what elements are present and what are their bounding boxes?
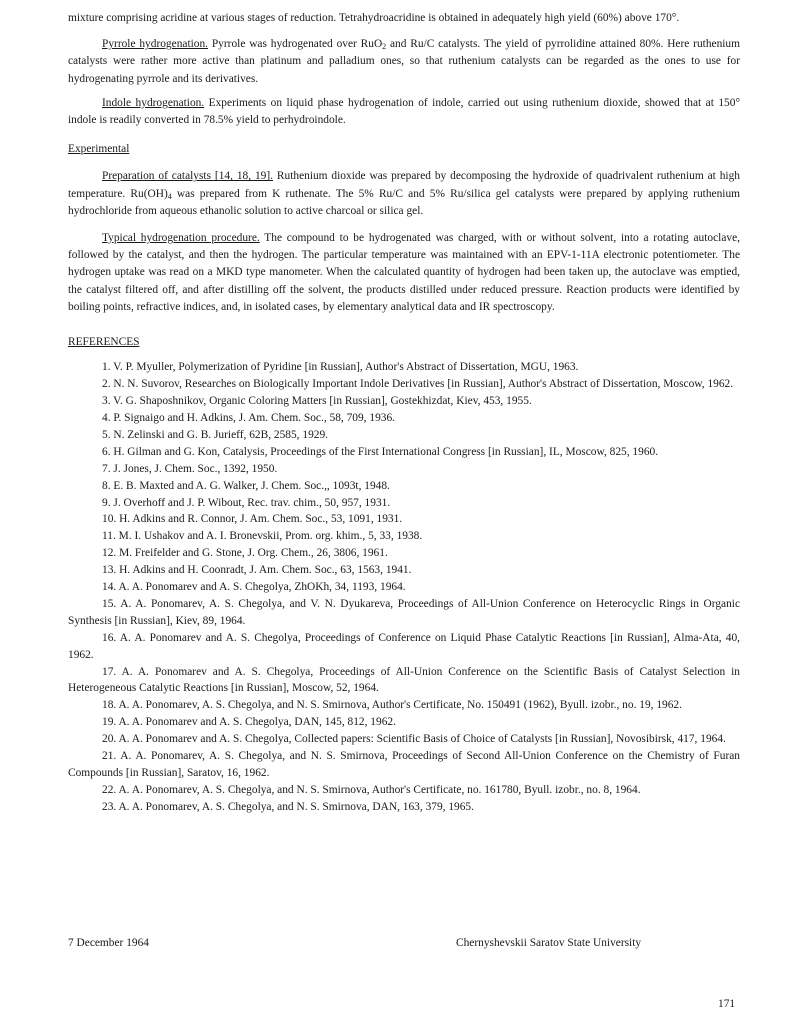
reference-item: 9. J. Overhoff and J. P. Wibout, Rec. trav. chim., 50, 957, 1931. [102,496,391,509]
reference-item: 12. M. Freifelder and G. Stone, J. Org. Chem., 26, 3806, 1961. [102,547,388,560]
catalysts-text-b: was prepared from K ruthenate. The 5% Ru/C and 5% Ru/silica gel catalysts were prepared by applying ruthenium hydrochloride from aqueous ethanolic solution to active charcoal or silica gel. [68,187,741,217]
reference-item: 20. A. A. Ponomarev and A. S. Chegolya, Collected papers: Scientific Basis of Choice of Catalysts [in Russian], Novosibirsk, 417, 1964. [102,733,726,746]
pyrrole-heading: Pyrrole hydrogenation. [102,38,209,51]
page-number: 171 [718,998,736,1010]
reference-item: 7. J. Jones, J. Chem. Soc., 1392, 1950. [102,462,278,475]
reference-item: 2. N. N. Suvorov, Researches on Biologically Important Indole Derivatives [in Russian], Author's Abstract of Dissertation, Moscow, 1962. [102,378,734,391]
indole-heading: Indole hydrogenation. [102,96,205,109]
footer-date: 7 December 1964 [68,937,149,949]
catalysts-text-a: Ruthenium dioxide was prepared by decomposing the hydroxide of quadrivalent ruthenium at high temperature. Ru(OH) [68,170,740,200]
page-body [68,10,740,816]
procedure-heading: Typical hydrogenation procedure. [102,232,260,245]
reference-item: 23. A. A. Ponomarev, A. S. Chegolya, and N. S. Smirnova, DAN, 163, 379, 1965. [102,800,474,813]
reference-item: 14. A. A. Ponomarev and A. S. Chegolya, ZhOKh, 34, 1193, 1964. [102,581,406,594]
reference-item: 11. M. I. Ushakov and A. I. Bronevskii, Prom. org. khim., 5, 33, 1938. [102,530,423,543]
catalysts-subscript: 4 [167,191,172,201]
intro-paragraph: mixture comprising acridine at various stages of reduction. Tetrahydroacridine is obtained in adequately high yield (60%) above 170°. [68,12,680,24]
reference-item: 21. A. A. Ponomarev, A. S. Chegolya, and N. S. Smirnova, Proceedings of Second All-Union Conference on the Chemistry of Furan Compounds [in Russian], Saratov, 16, 1962. [68,750,740,779]
reference-item: 5. N. Zelinski and G. B. Jurieff, 62B, 2585, 1929. [102,428,329,441]
procedure-text: The compound to be hydrogenated was charged, with or without solvent, into a rotating autoclave, followed by the catalyst, and then the hydrogen. The particular temperature was maintained with an EPV-1-11A electronic potentiometer. The hydrogen uptake was read on a MKD type manometer. When the calculated quantity of hydrogen had been taken up, the autoclave was emptied, the catalyst filtered off, and after distilling off the solvent, the products distilled under reduced pressure. Reaction products were identified by boiling points, refractive indices, and, in isolated cases, by elementary analytical data and IR spectroscopy. [68,232,740,313]
reference-item: 16. A. A. Ponomarev and A. S. Chegolya, Proceedings of Conference on Liquid Phase Catalytic Reactions [in Russian], Alma-Ata, 40, 1962. [68,631,740,661]
experimental-heading [68,141,740,158]
pyrrole-text-a: Pyrrole was hydrogenated over RuO [208,38,383,51]
references-heading [68,334,740,351]
pyrrole-subscript: 2 [382,42,387,52]
pyrrole-paragraph [68,36,740,88]
catalysts-heading: Preparation of catalysts [14, 18, 19]. [102,170,274,183]
reference-item: 6. H. Gilman and G. Kon, Catalysis, Proceedings of the First International Congress [in Russian], IL, Moscow, 825, 1960. [102,445,659,458]
reference-item: 17. A. A. Ponomarev and A. S. Chegolya, Proceedings of All-Union Conference on the Scientific Basis of Catalyst Selection in Heterogeneous Catalytic Reactions [in Russian], Moscow, 52, 1964. [68,665,740,695]
footer-institution: Chernyshevskii Saratov State University [456,937,642,949]
reference-item: 19. A. A. Ponomarev and A. S. Chegolya, DAN, 145, 812, 1962. [102,716,396,729]
reference-item: 8. E. B. Maxted and A. G. Walker, J. Chem. Soc.,, 1093t, 1948. [102,479,390,492]
experimental-heading-text: Experimental [68,143,130,156]
reference-item: 4. P. Signaigo and H. Adkins, J. Am. Chem. Soc., 58, 709, 1936. [102,411,396,424]
reference-item: 3. V. G. Shaposhnikov, Organic Coloring Matters [in Russian], Gostekhizdat, Kiev, 453, 1955. [102,395,532,408]
reference-item: 18. A. A. Ponomarev, A. S. Chegolya, and N. S. Smirnova, Author's Certificate, No. 150491 (1962), Byull. izobr., no. 19, 1962. [102,699,682,712]
references-list [68,359,740,815]
reference-item: 15. A. A. Ponomarev, A. S. Chegolya, and V. N. Dyukareva, Proceedings of All-Union Conference on Heterocyclic Rings in Organic Synthesis [in Russian], Kiev, 89, 1964. [68,597,740,627]
reference-item: 1. V. P. Myuller, Polymerization of Pyridine [in Russian], Author's Abstract of Dissertation, MGU, 1963. [102,361,579,374]
references-heading-text: REFERENCES [68,336,140,349]
reference-item: 10. H. Adkins and R. Connor, J. Am. Chem. Soc., 53, 1091, 1931. [102,513,403,526]
procedure-paragraph [68,230,740,316]
reference-item: 13. H. Adkins and H. Coonradt, J. Am. Chem. Soc., 63, 1563, 1941. [102,564,412,577]
catalysts-paragraph [68,168,740,220]
indole-text: Experiments on liquid phase hydrogenation of indole, carried out using ruthenium dioxide, showed that at 150° indole is readily converted in 78.5% yield to perhydroindole. [68,96,740,127]
pyrrole-text-b: and Ru/C catalysts. The yield of pyrrolidine attained 80%. Here ruthenium catalysts were rather more active than platinum and palladium ones, so that ruthenium catalysts can be regarded as the ones to use for hydrogenating pyrrole and its derivatives. [68,38,740,85]
reference-item: 22. A. A. Ponomarev, A. S. Chegolya, and N. S. Smirnova, Author's Certificate, no. 161780, Byull. izobr., no. 8, 1964. [102,783,641,796]
indole-paragraph [68,95,740,129]
